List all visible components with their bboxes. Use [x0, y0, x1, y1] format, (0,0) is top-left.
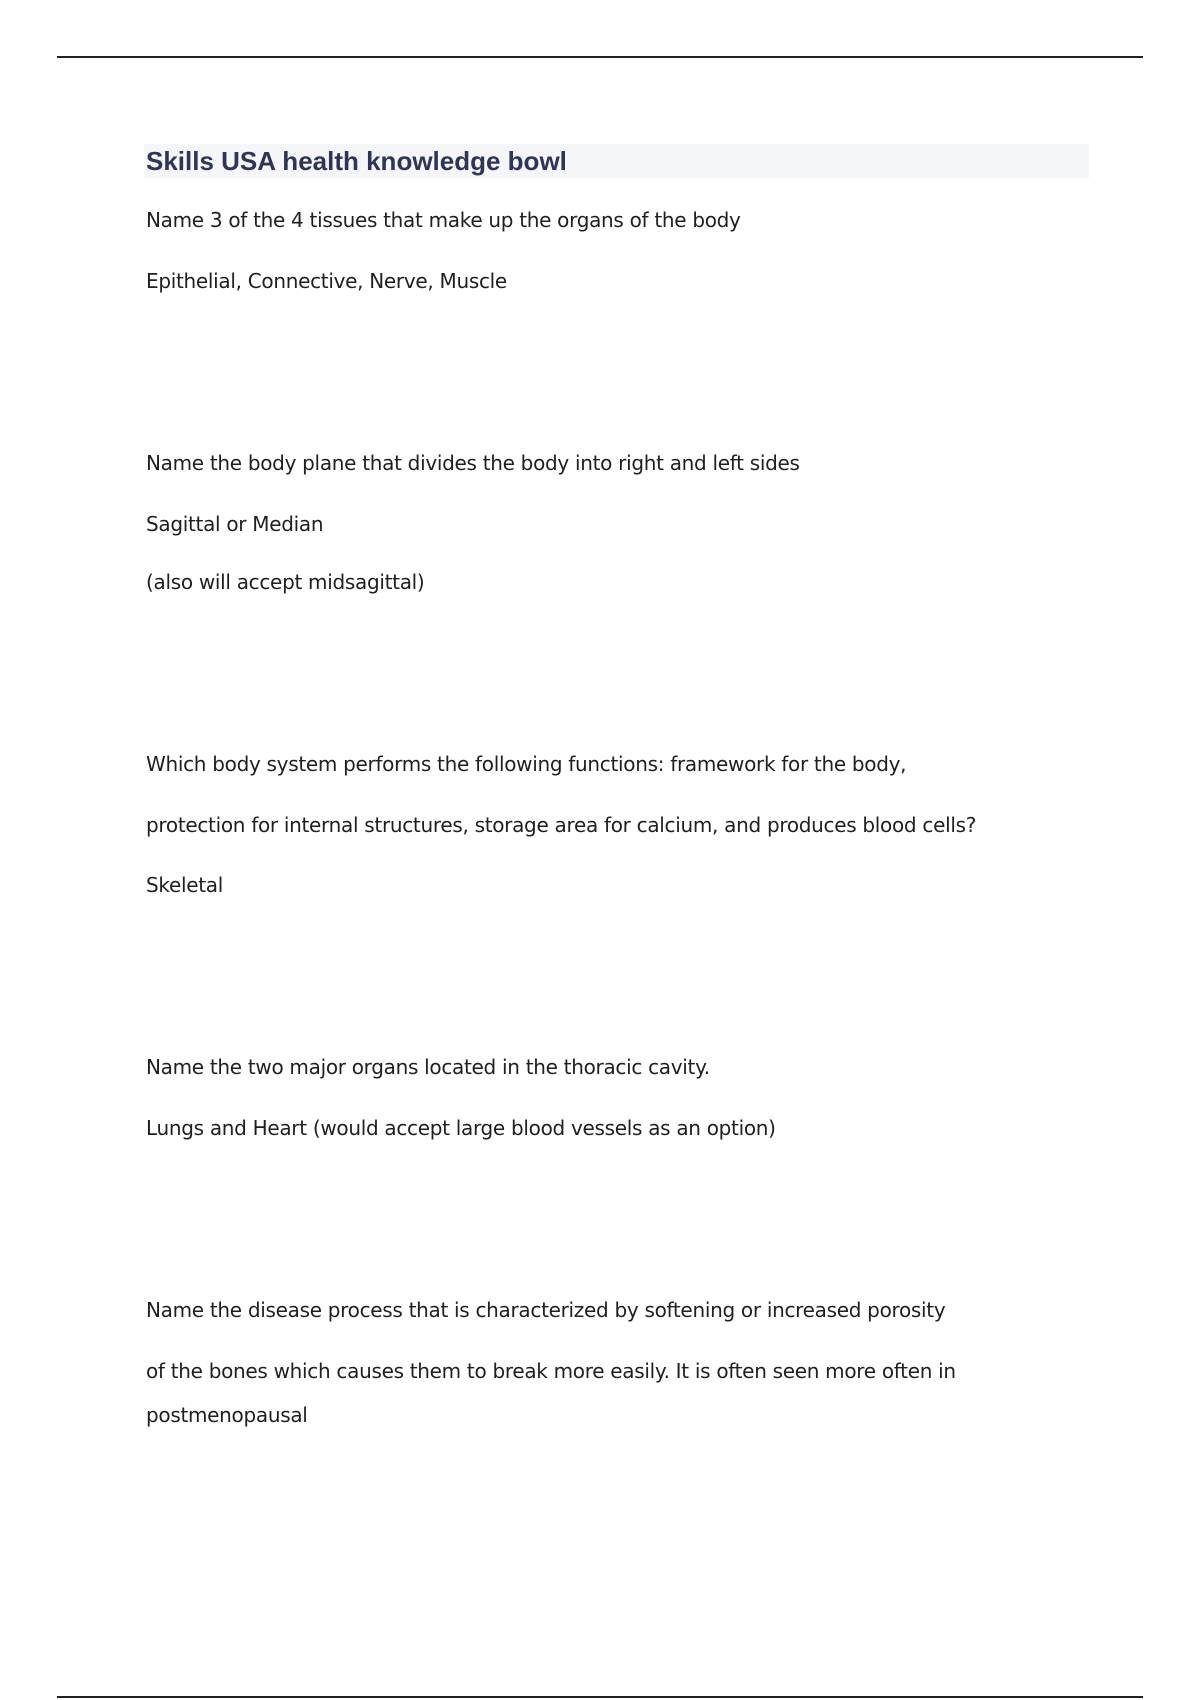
answer-2-line-1: Sagittal or Median — [146, 512, 324, 536]
answer-4-line-1: Lungs and Heart (would accept large blood vessels as an option) — [146, 1116, 776, 1140]
answer-3-line-1: Skeletal — [146, 873, 223, 897]
document-title: Skills USA health knowledge bowl — [146, 146, 567, 176]
answer-2-line-2: (also will accept midsagittal) — [146, 570, 425, 594]
question-3-line-1: Which body system performs the following functions: framework for the body, — [146, 752, 907, 776]
answer-1-line-1: Epithelial, Connective, Nerve, Muscle — [146, 269, 507, 293]
question-1-line-1: Name 3 of the 4 tissues that make up the organs of the body — [146, 208, 741, 232]
question-3-line-2: protection for internal structures, storage area for calcium, and produces blood cells? — [146, 813, 977, 837]
question-5-line-2: of the bones which causes them to break more easily. It is often seen more often in — [146, 1359, 956, 1383]
question-2-line-1: Name the body plane that divides the body into right and left sides — [146, 451, 800, 475]
question-5-line-3: postmenopausal — [146, 1403, 308, 1427]
question-5-line-1: Name the disease process that is characterized by softening or increased porosity — [146, 1298, 946, 1322]
bottom-rule — [57, 1696, 1143, 1698]
question-4-line-1: Name the two major organs located in the thoracic cavity. — [146, 1055, 710, 1079]
top-rule — [57, 56, 1143, 58]
